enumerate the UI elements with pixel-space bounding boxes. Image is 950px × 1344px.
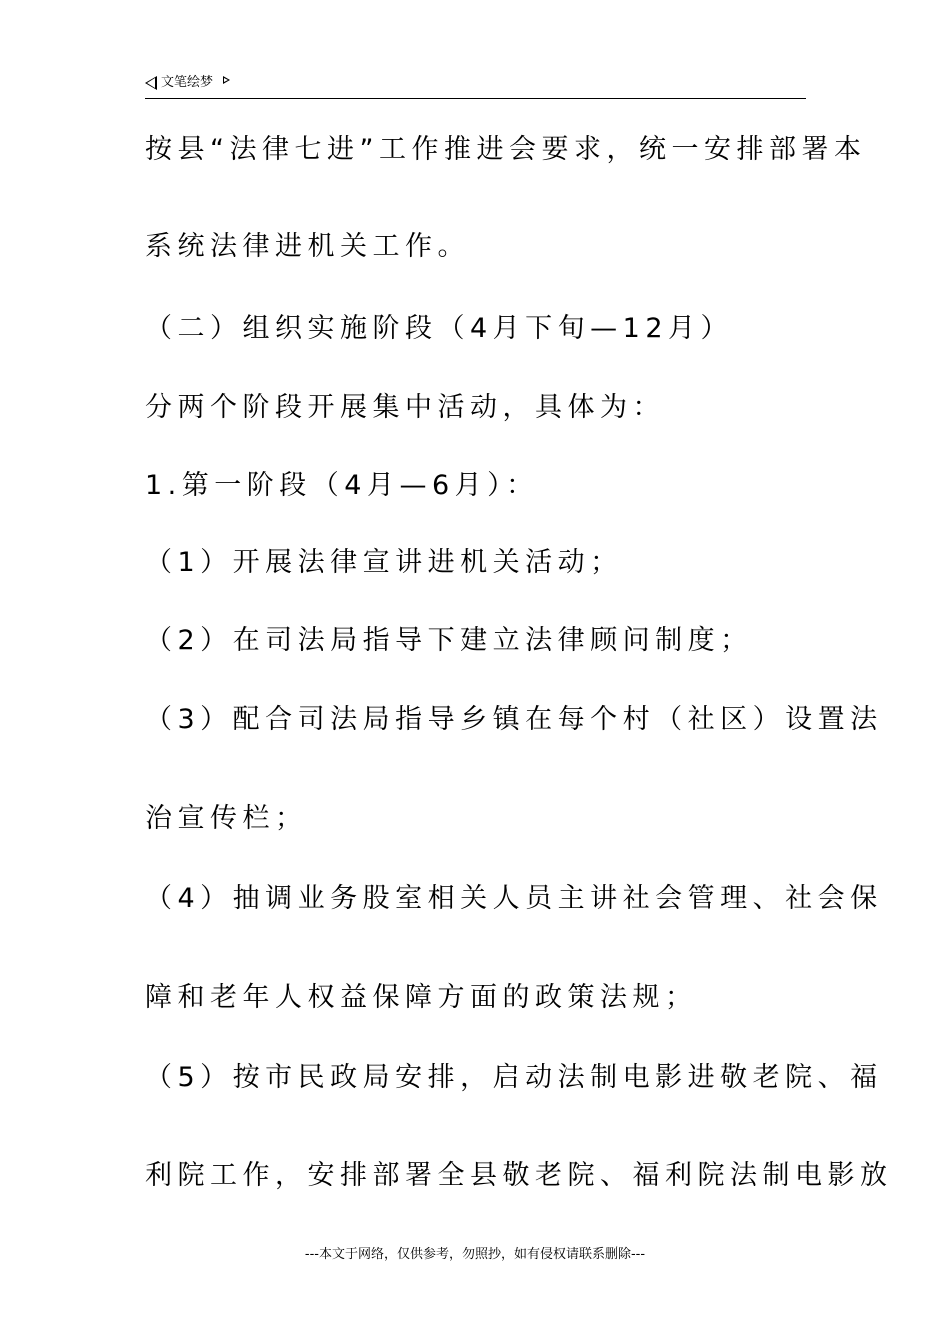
list-item: （5）按市民政局安排，启动法制电影进敬老院、福 [145,1062,883,1093]
list-item-continuation: 障和老年人权益保障方面的政策法规； [145,982,698,1013]
section-heading: （二）组织实施阶段（4月下旬—12月） [145,313,734,344]
list-item-continuation: 利院工作，安排部署全县敬老院、福利院法制电影放 [145,1160,893,1191]
list-item: （3）配合司法局指导乡镇在每个村（社区）设置法 [145,704,883,735]
brand-name: 文笔绘梦 [161,75,214,90]
list-item: （1）开展法律宣讲进机关活动； [145,547,623,578]
list-item: （2）在司法局指导下建立法律顾问制度； [145,625,753,656]
list-item-continuation: 治宣传栏； [145,803,308,834]
header-brand [145,74,230,92]
page-footer: ---本文于网络，仅供参考，勿照抄，如有侵权请联系删除--- [304,1247,646,1262]
paragraph-line: 分两个阶段开展集中活动，具体为： [145,392,665,423]
triangle-left-icon [145,76,157,90]
triangle-right-icon [223,76,230,84]
page-header [145,72,806,99]
paragraph-line: 按县“法律七进”工作推进会要求，统一安排部署本 [145,134,867,165]
list-item: （4）抽调业务股室相关人员主讲社会管理、社会保 [145,883,883,914]
paragraph-line: 系统法律进机关工作。 [145,231,470,262]
subsection-heading: 1.第一阶段（4月—6月）： [145,470,539,501]
